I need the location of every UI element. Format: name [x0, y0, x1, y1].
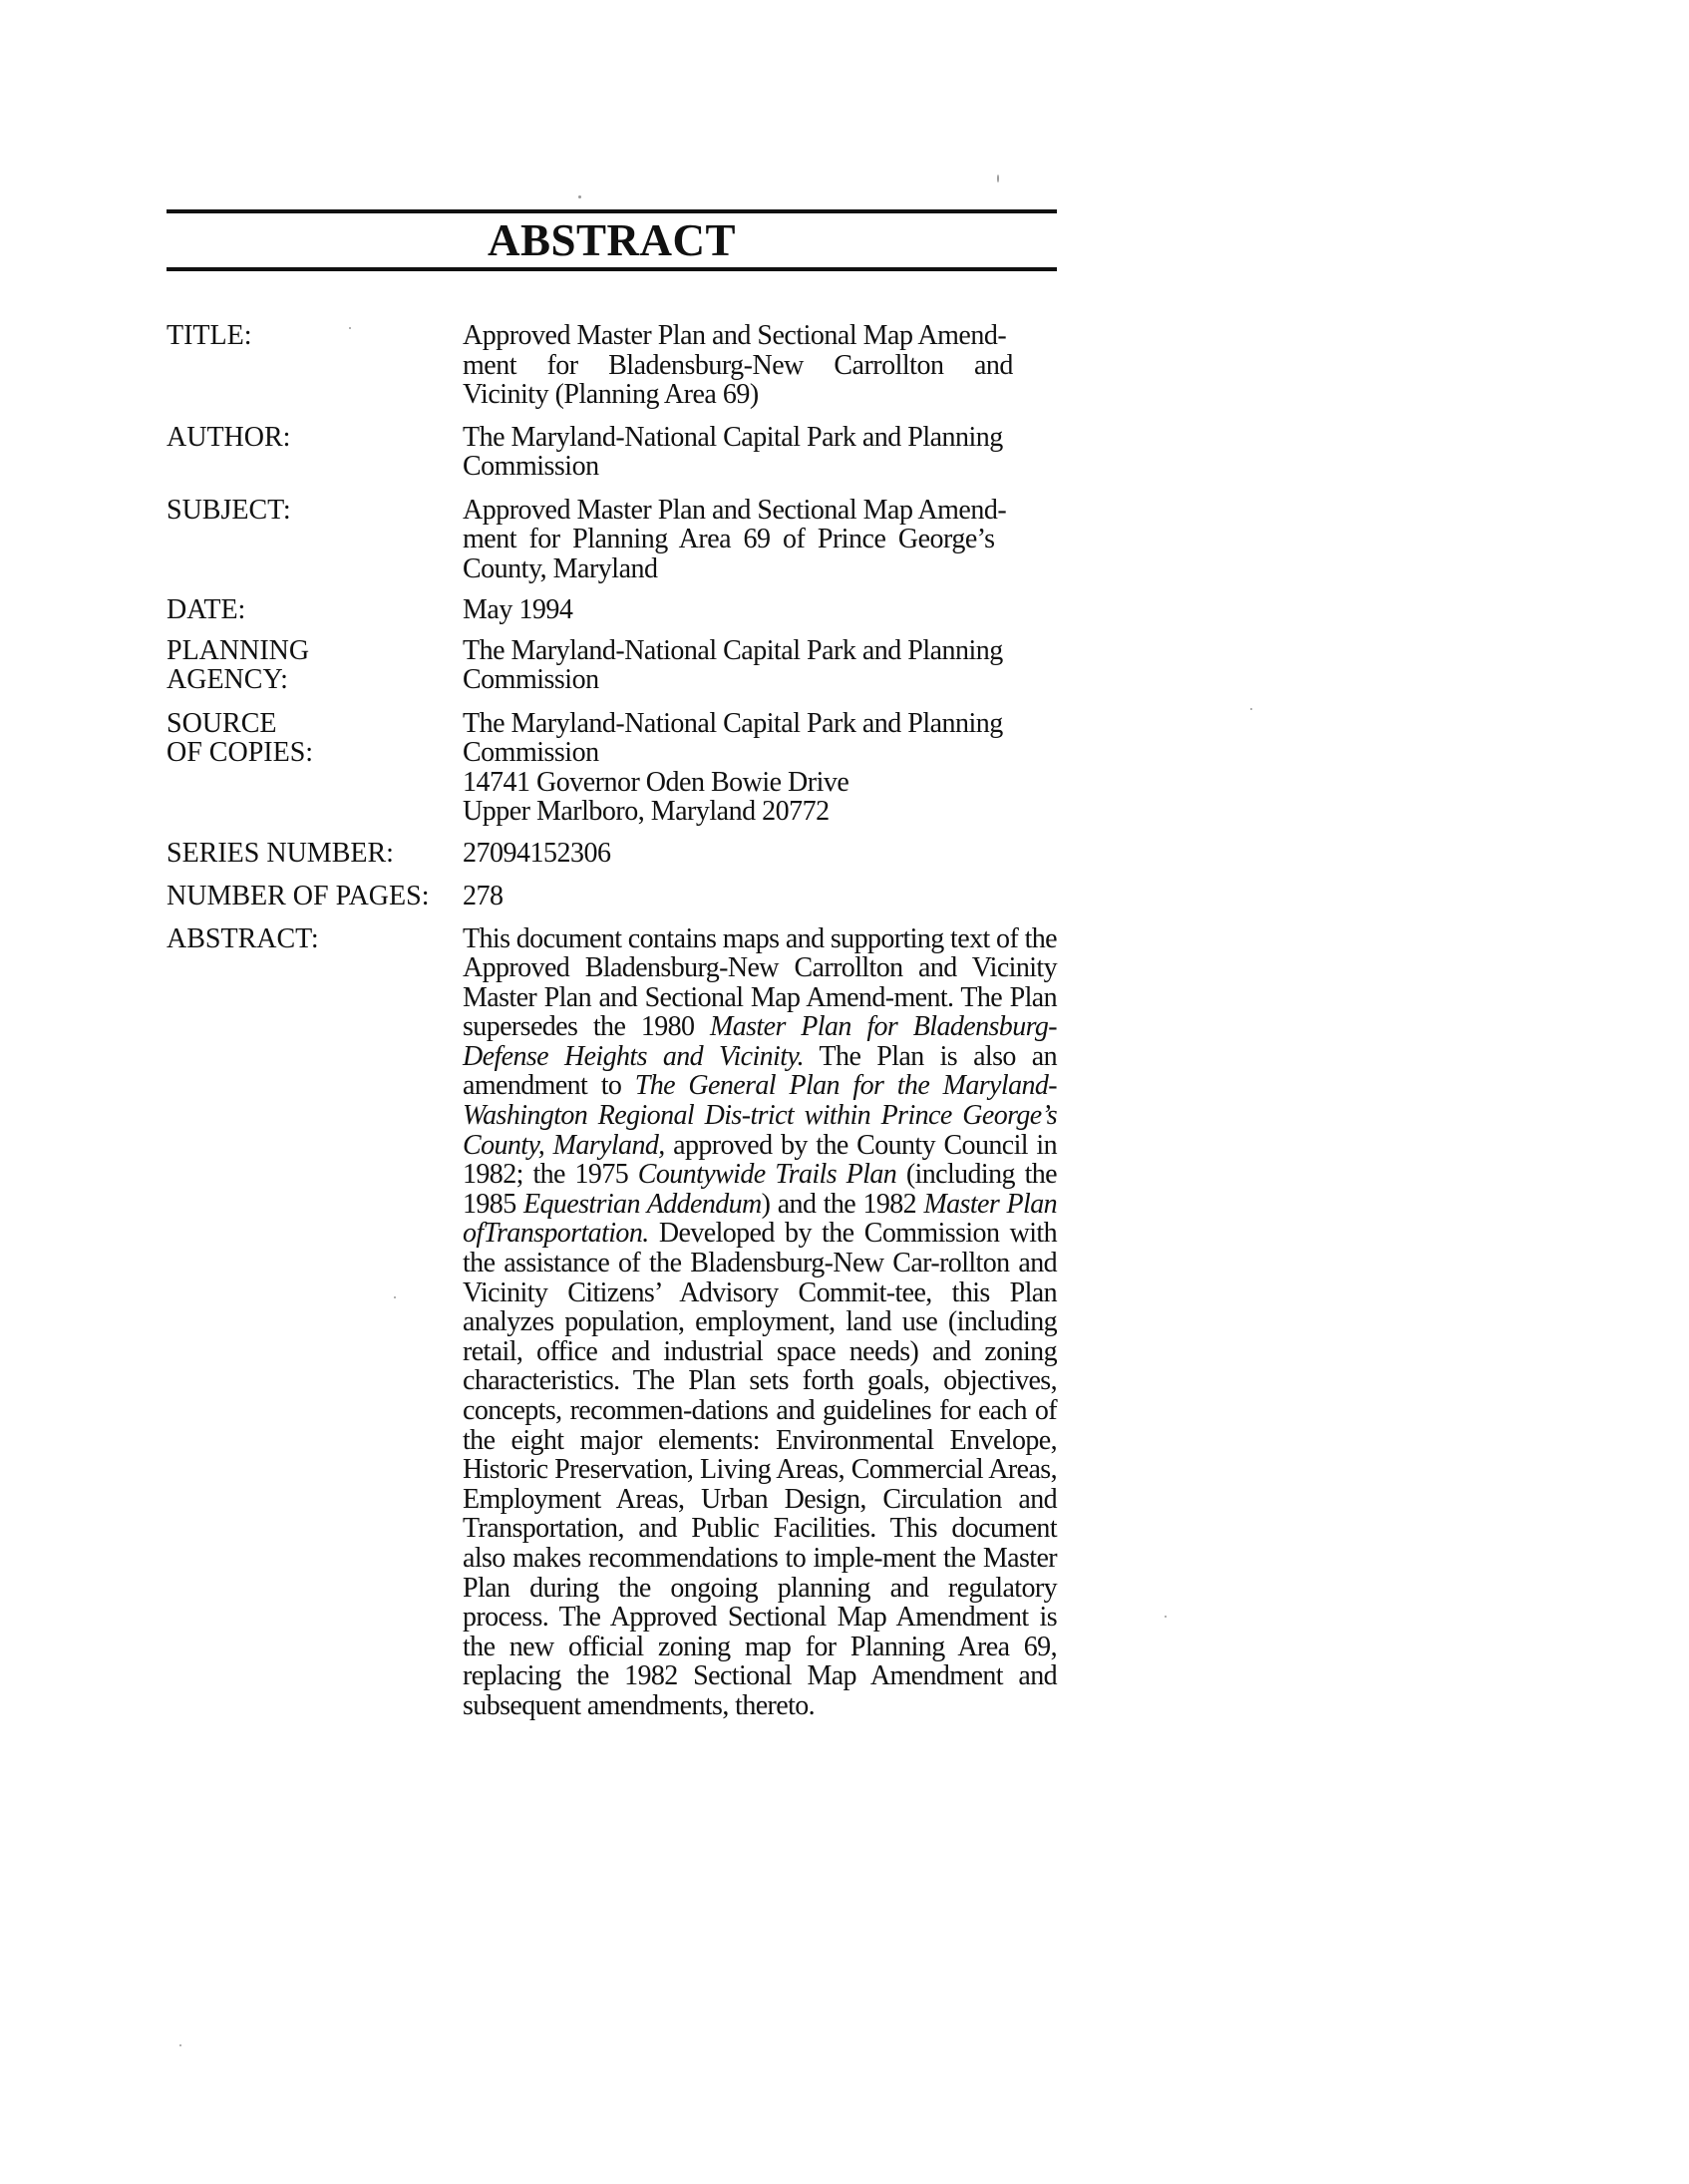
scan-speck — [1250, 708, 1252, 710]
value-line: The Maryland-National Capital Park and Planning — [463, 634, 1003, 666]
abstract-header — [167, 209, 1057, 271]
value-line: The Maryland-National Capital Park and Planning — [463, 421, 1003, 453]
field-subject — [167, 496, 1057, 584]
field-label: SOURCE OF COPIES: — [167, 707, 314, 768]
value-line: Commission — [463, 451, 599, 482]
field-value — [463, 882, 1057, 911]
abstract-segment-italic: Countywide Trails Plan — [637, 1159, 897, 1191]
page-title: ABSTRACT — [487, 215, 737, 265]
field-source-of-copies — [167, 709, 1057, 827]
bottom-rule — [167, 267, 1057, 271]
scan-speck — [394, 1296, 396, 1298]
scan-speck — [349, 327, 351, 329]
field-value — [463, 423, 1057, 482]
abstract-body — [463, 924, 1057, 1721]
value-line: Approved Master Plan and Sectional Map Amend- — [463, 494, 1007, 526]
value-line: May 1994 — [463, 594, 573, 625]
field-number-of-pages — [167, 882, 1057, 911]
value-line: Vicinity (Planning Area 69) — [463, 379, 759, 410]
abstract-segment: (including the 1985 — [463, 1159, 1057, 1220]
field-label: NUMBER OF PAGES: — [167, 881, 430, 911]
scan-speck — [179, 2044, 181, 2046]
value-line: County, Maryland — [463, 552, 658, 584]
field-value — [463, 496, 1057, 584]
field-label: SUBJECT: — [167, 494, 291, 526]
field-value — [463, 709, 1057, 827]
value-line: Upper Marlboro, Maryland 20772 — [463, 796, 830, 827]
abstract-segment-italic: Master Plan ofTransportation. — [463, 1188, 1057, 1250]
abstract-segment: This document contains maps and supporting text of the Approved Bladensburg-New Carrollton and Vicinity Master Plan and Sectional Map Amend-ment. The Plan supersedes the 1980 — [463, 922, 1057, 1043]
value-line: 278 — [463, 881, 504, 911]
value-line: 14741 Governor Oden Bowie Drive — [463, 766, 849, 798]
field-author — [167, 423, 1057, 482]
field-value — [463, 321, 1057, 410]
field-label: ABSTRACT: — [167, 922, 319, 954]
field-label: AUTHOR: — [167, 421, 291, 453]
abstract-segment: approved by the County Council in 1982; the 1975 — [463, 1129, 1057, 1191]
scan-speck — [997, 175, 999, 182]
abstract-segment-italic: Master Plan for Bladensburg-Defense Heights and Vicinity. — [463, 1011, 1057, 1072]
value-line: ment for Planning Area 69 of Prince George’s — [463, 524, 995, 554]
abstract-segment: ) and the 1982 — [761, 1188, 924, 1220]
field-abstract — [167, 924, 1057, 1721]
value-line: The Maryland-National Capital Park and Planning — [463, 707, 1003, 739]
scan-speck — [1165, 1616, 1167, 1618]
field-value — [463, 595, 1057, 625]
value-line: ment for Bladensburg-New Carrollton and — [463, 349, 1013, 381]
field-value — [463, 636, 1057, 695]
value-line: Commission — [463, 664, 599, 695]
field-series-number — [167, 839, 1057, 869]
field-label: TITLE: — [167, 320, 252, 351]
field-title — [167, 321, 1057, 410]
field-value — [463, 839, 1057, 869]
field-label: SERIES NUMBER: — [167, 837, 394, 869]
field-label: DATE: — [167, 594, 246, 625]
abstract-fields — [167, 321, 1057, 1721]
abstract-segment: Developed by the Commission with the assistance of the Bladensburg-New Car-rollton and Vicinity Citizens’ Advisory Commit-tee, this Plan analyzes population, employment, land use (including retail, office and industrial space needs) and zoning characteristics. The Plan sets forth goals, objectives, concepts, recommen-dations and guidelines for each of the eight major elements: Environmental Envelope, Historic Preservation, Living Areas, Commercial Areas, Employment Areas, Urban Design, Circulation and Transportation, and Public Facilities. This document also makes recommendations to imple-ment the Master Plan during the ongoing planning and regulatory process. The Approved Sectional Map Amendment is the new official zoning map for Planning Area 69, replacing the 1982 Sectional Map Amendment and subsequent amendments, thereto. — [463, 1218, 1057, 1721]
abstract-segment: The Plan is also an amendment to — [463, 1040, 1057, 1102]
abstract-segment-italic: The General Plan for the Maryland-Washington Regional Dis-trict within Prince George’s County, Maryland, — [463, 1070, 1057, 1161]
field-label: PLANNING AGENCY: — [167, 634, 310, 695]
scan-speck — [578, 195, 581, 198]
value-line: 27094152306 — [463, 837, 611, 869]
field-date — [167, 595, 1057, 625]
value-line: Commission — [463, 737, 599, 768]
abstract-segment-italic: Equestrian Addendum — [522, 1188, 762, 1220]
field-planning-agency — [167, 636, 1057, 695]
value-line: Approved Master Plan and Sectional Map Amend- — [463, 320, 1007, 351]
